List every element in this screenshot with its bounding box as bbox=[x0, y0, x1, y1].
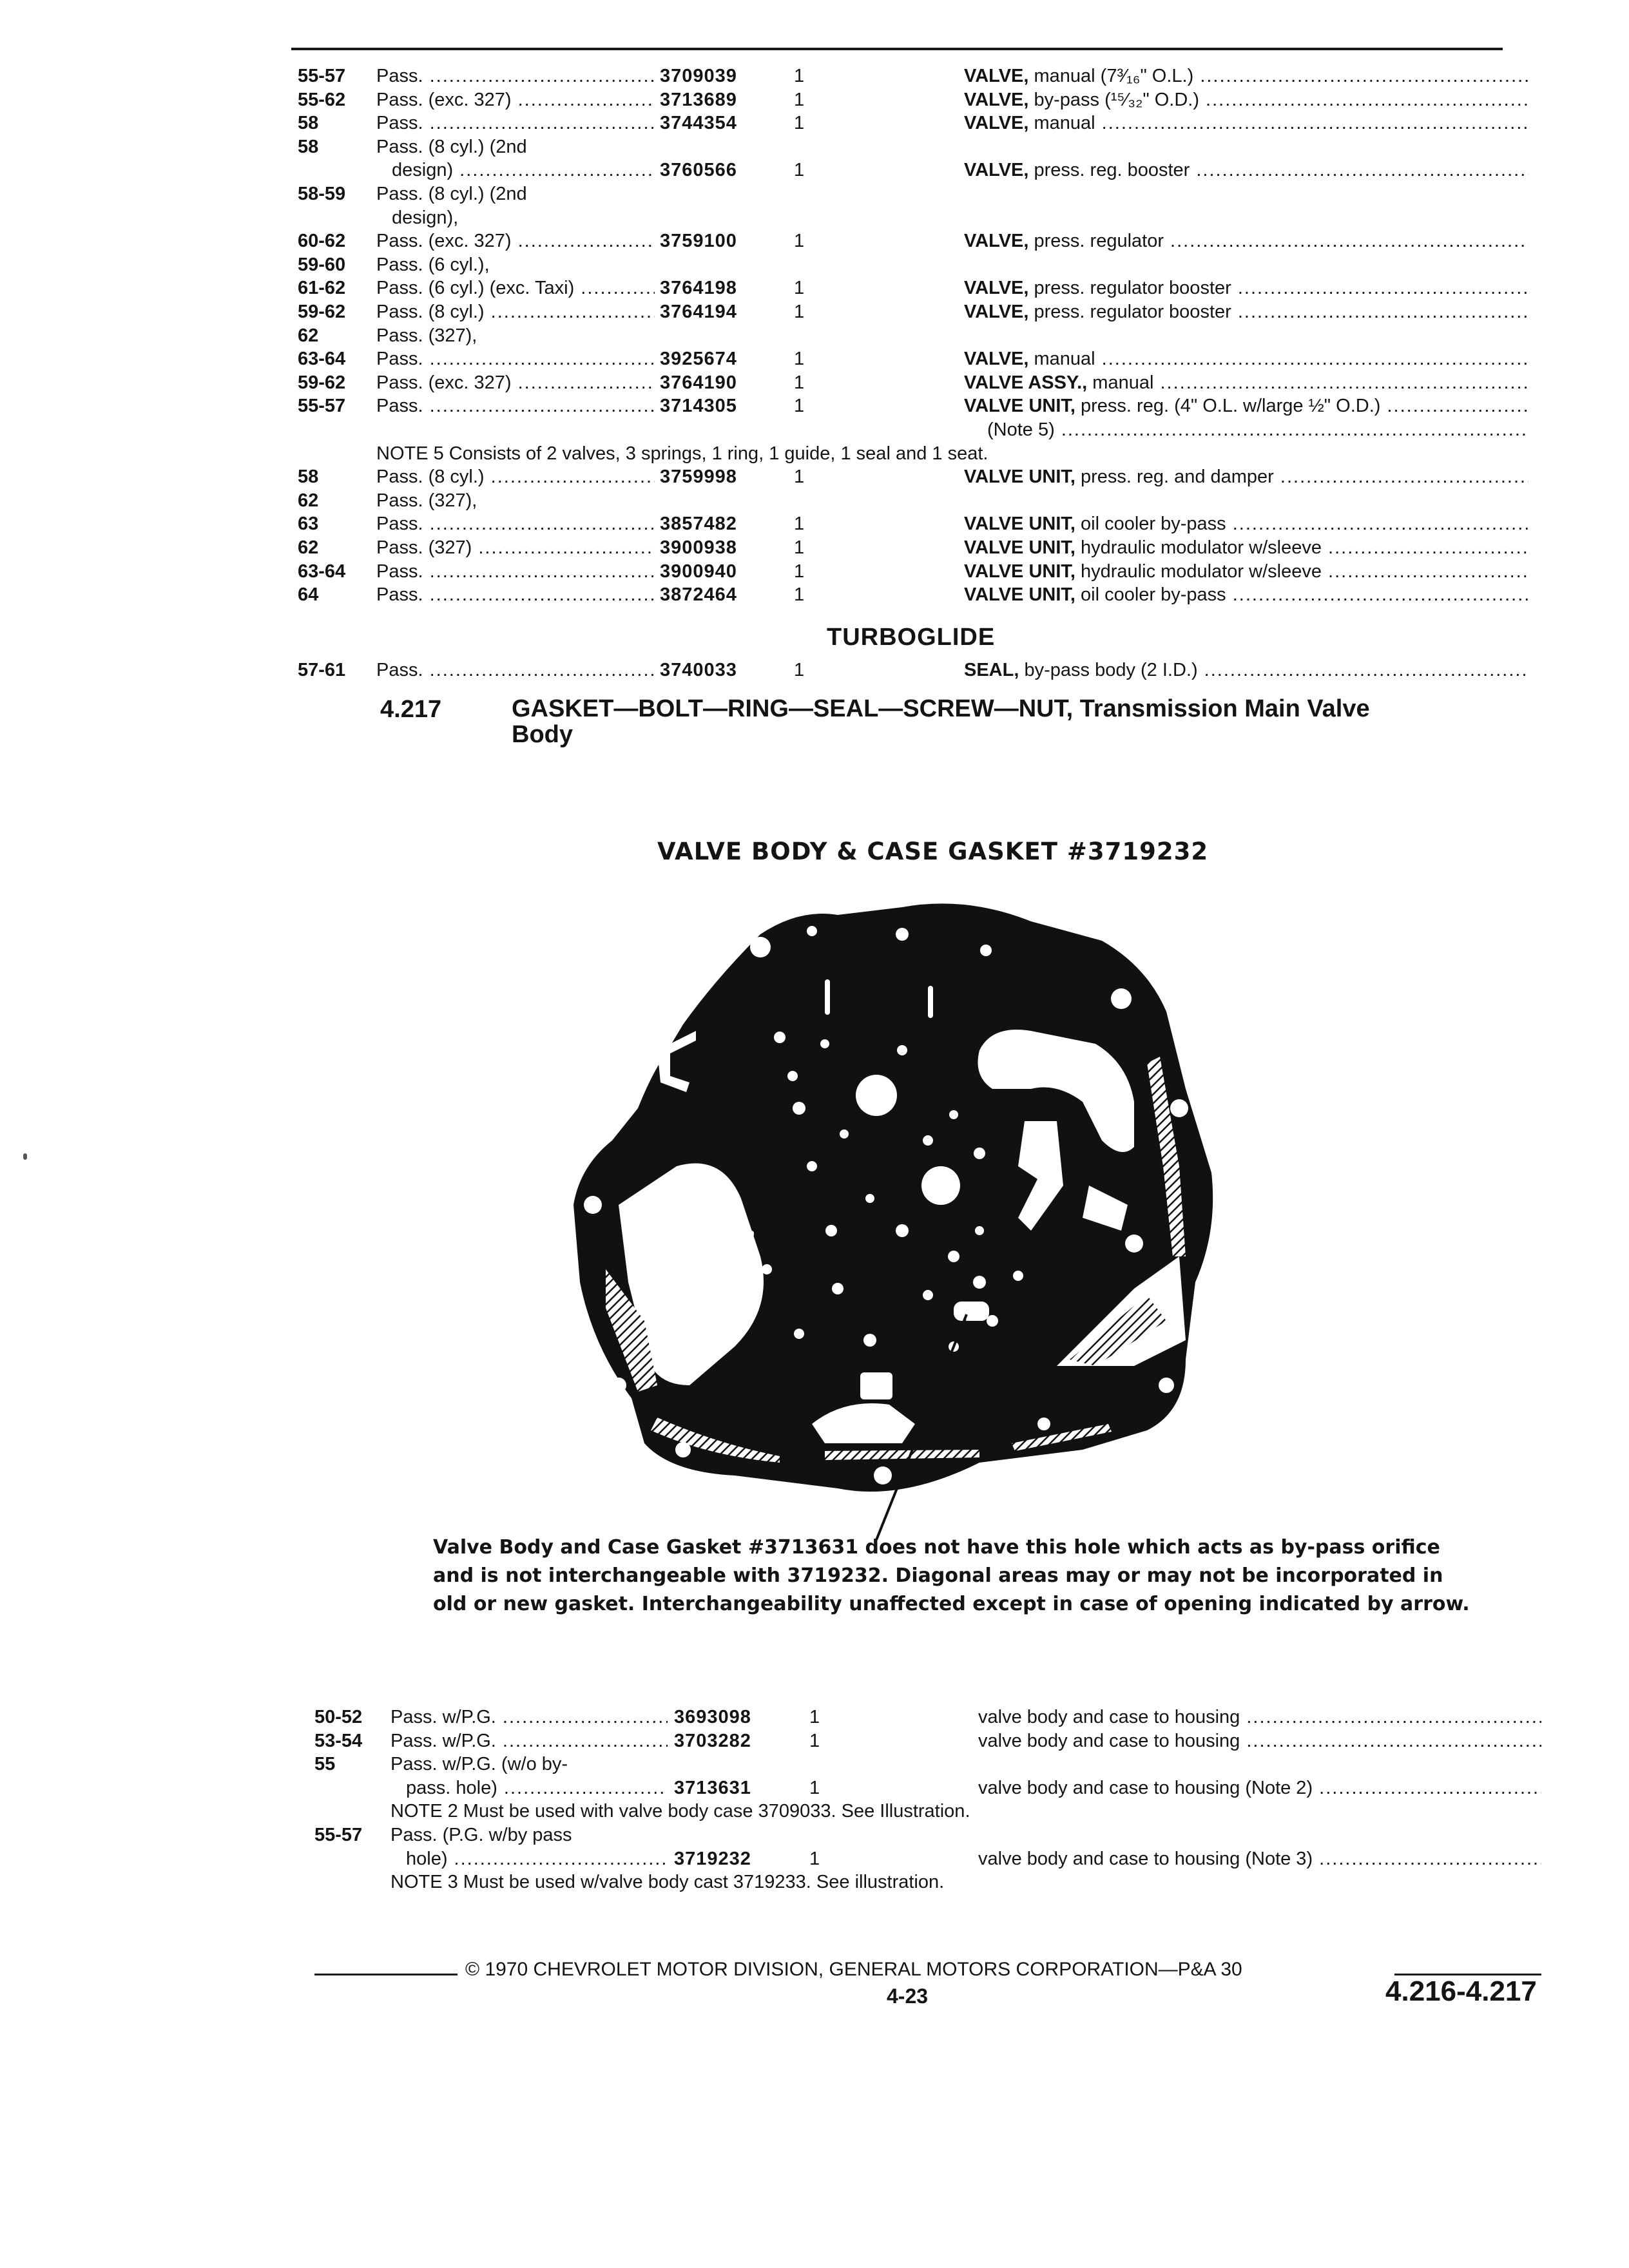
row-part-number: 3703282 bbox=[674, 1730, 751, 1751]
row-year: 55-57 bbox=[314, 1825, 363, 1845]
row-year: 58 bbox=[298, 466, 319, 488]
row-part-number: 3764194 bbox=[660, 302, 737, 322]
caption-line-2: and is not interchangeable with 3719232. Diagonal areas may or may not be incorporated in bbox=[433, 1564, 1443, 1587]
row-year: 57-61 bbox=[298, 660, 346, 680]
row-part-number: 3693098 bbox=[674, 1707, 751, 1727]
row-description bbox=[964, 300, 1528, 323]
row-quantity: 1 bbox=[794, 66, 805, 86]
row-quantity: 1 bbox=[794, 561, 805, 582]
row-description-keyword: VALVE UNIT, bbox=[964, 466, 1075, 488]
row-application: hole) ..... bbox=[406, 1847, 668, 1870]
row-description-text: (Note 5) bbox=[987, 419, 1055, 440]
row-description bbox=[964, 536, 1528, 559]
row-part-number: 3872464 bbox=[660, 584, 737, 606]
row-application: Pass. w/P.G. ..... bbox=[390, 1706, 668, 1729]
row-year: 50-52 bbox=[314, 1707, 363, 1727]
row-description-keyword: VALVE, bbox=[964, 349, 1029, 370]
row-description-text: manual bbox=[1087, 372, 1154, 393]
row-description-text: hydraulic modulator w/sleeve bbox=[1075, 561, 1322, 582]
row-description bbox=[964, 394, 1528, 418]
row-part-number: 3713689 bbox=[660, 89, 737, 110]
row-description bbox=[978, 1847, 1541, 1870]
row-description-text: by-pass body (2 I.D.) bbox=[1019, 660, 1198, 680]
row-description bbox=[987, 418, 1528, 441]
row-description-keyword: VALVE, bbox=[964, 66, 1029, 86]
row-description-keyword: VALVE, bbox=[964, 160, 1029, 181]
row-application: Pass. (exc. 327) ..... bbox=[376, 371, 655, 394]
row-application: design) ..... bbox=[392, 159, 655, 182]
row-part-number: 3714305 bbox=[660, 396, 737, 417]
row-description-text: oil cooler by-pass bbox=[1075, 584, 1226, 606]
row-year: 59-60 bbox=[298, 254, 346, 275]
row-description-keyword: VALVE UNIT, bbox=[964, 514, 1075, 535]
row-year: 55-62 bbox=[298, 89, 346, 110]
row-description-keyword: VALVE ASSY., bbox=[964, 372, 1088, 393]
turboglide-heading: TURBOGLIDE bbox=[827, 624, 996, 651]
row-application: Pass. w/P.G. (w/o by- bbox=[390, 1754, 568, 1775]
row-year: 62 bbox=[298, 325, 319, 346]
row-application: Pass. (8 cyl.) (2nd bbox=[376, 136, 527, 157]
row-year: 53-54 bbox=[314, 1730, 363, 1751]
row-description-text: press. regulator booster bbox=[1028, 278, 1231, 299]
group-number: 4.217 bbox=[380, 696, 442, 723]
row-application: design), bbox=[392, 207, 459, 228]
row-year: 58 bbox=[298, 136, 319, 157]
row-description bbox=[964, 583, 1528, 606]
row-part-number: 3900940 bbox=[660, 561, 737, 582]
row-note: NOTE 3 Must be used w/valve body cast 3719233. See illustration. bbox=[390, 1872, 945, 1893]
row-description-keyword: VALVE UNIT, bbox=[964, 396, 1075, 417]
row-part-number: 3759100 bbox=[660, 231, 737, 252]
row-application: pass. hole) ..... bbox=[406, 1776, 668, 1800]
row-year: 63-64 bbox=[298, 349, 346, 370]
caption-line-3: old or new gasket. Interchangeability unaffected except in case of opening indicated by arrow. bbox=[433, 1593, 1470, 1615]
row-application: Pass. ..... bbox=[376, 658, 655, 682]
row-description-text: valve body and case to housing (Note 3) bbox=[978, 1848, 1313, 1869]
row-application: Pass. ..... bbox=[376, 512, 655, 535]
row-year: 59-62 bbox=[298, 372, 346, 393]
gasket-illustration bbox=[567, 896, 1289, 1540]
footer-copyright: © 1970 CHEVROLET MOTOR DIVISION, GENERAL MOTORS CORPORATION—P&A 30 bbox=[465, 1959, 1242, 1980]
row-description-text: press. reg. (4" O.L. w/large ½" O.D.) bbox=[1075, 396, 1381, 417]
group-title bbox=[512, 696, 1370, 747]
row-application: Pass. (8 cyl.) (2nd bbox=[376, 184, 527, 204]
figure-caption bbox=[433, 1533, 1470, 1619]
row-year: 64 bbox=[298, 584, 319, 606]
row-application: Pass. (327), bbox=[376, 325, 477, 346]
row-description-text: press. reg. booster bbox=[1028, 160, 1190, 181]
row-application: Pass. ..... bbox=[376, 583, 655, 606]
row-part-number: 3764198 bbox=[660, 278, 737, 299]
row-description bbox=[964, 512, 1528, 535]
group-title-line1: GASKET—BOLT—RING—SEAL—SCREW—NUT, Transmission Main Valve bbox=[512, 695, 1370, 722]
row-quantity: 1 bbox=[809, 1848, 820, 1869]
row-quantity: 1 bbox=[794, 514, 805, 535]
row-year: 58-59 bbox=[298, 184, 346, 204]
row-description bbox=[964, 159, 1528, 182]
row-application: Pass. (exc. 327) ..... bbox=[376, 88, 655, 111]
row-quantity: 1 bbox=[794, 302, 805, 322]
row-part-number: 3713631 bbox=[674, 1777, 751, 1798]
row-part-number: 3760566 bbox=[660, 160, 737, 181]
row-description-keyword: VALVE UNIT, bbox=[964, 584, 1075, 606]
row-part-number: 3740033 bbox=[660, 660, 737, 680]
row-application: Pass. (327) ..... bbox=[376, 536, 655, 559]
row-application: Pass. (exc. 327) ..... bbox=[376, 229, 655, 253]
row-quantity: 1 bbox=[794, 89, 805, 110]
row-application: Pass. w/P.G. ..... bbox=[390, 1729, 668, 1753]
row-quantity: 1 bbox=[794, 349, 805, 370]
row-quantity: 1 bbox=[794, 584, 805, 606]
row-part-number: 3925674 bbox=[660, 349, 737, 370]
row-description-text: press. regulator booster bbox=[1028, 302, 1231, 322]
row-description-keyword: VALVE UNIT, bbox=[964, 537, 1075, 558]
row-quantity: 1 bbox=[794, 660, 805, 680]
row-description-text: press. reg. and damper bbox=[1075, 466, 1274, 488]
row-year: 62 bbox=[298, 537, 319, 558]
row-description-keyword: VALVE, bbox=[964, 113, 1029, 134]
row-description bbox=[964, 111, 1528, 135]
row-description bbox=[978, 1776, 1541, 1800]
row-year: 55-57 bbox=[298, 66, 346, 86]
row-year: 55-57 bbox=[298, 396, 346, 417]
row-description-keyword: VALVE, bbox=[964, 89, 1029, 110]
row-description-keyword: VALVE UNIT, bbox=[964, 561, 1075, 582]
row-quantity: 1 bbox=[794, 160, 805, 181]
row-part-number: 3759998 bbox=[660, 466, 737, 488]
row-quantity: 1 bbox=[809, 1777, 820, 1798]
row-part-number: 3900938 bbox=[660, 537, 737, 558]
row-description bbox=[964, 658, 1528, 682]
row-description-text: manual bbox=[1028, 349, 1095, 370]
row-description-keyword: VALVE, bbox=[964, 278, 1029, 299]
row-quantity: 1 bbox=[794, 231, 805, 252]
row-quantity: 1 bbox=[794, 396, 805, 417]
row-quantity: 1 bbox=[794, 466, 805, 488]
row-description-text: valve body and case to housing bbox=[978, 1707, 1240, 1727]
footer-page-number: 4-23 bbox=[887, 1984, 929, 2008]
row-part-number: 3719232 bbox=[674, 1848, 751, 1869]
row-description-text: valve body and case to housing (Note 2) bbox=[978, 1777, 1313, 1798]
figure-title: VALVE BODY & CASE GASKET #3719232 bbox=[657, 838, 1209, 865]
row-application: Pass. ..... bbox=[376, 560, 655, 583]
row-description bbox=[964, 229, 1528, 253]
row-year: 63 bbox=[298, 514, 319, 535]
row-year: 59-62 bbox=[298, 302, 346, 322]
row-application: Pass. ..... bbox=[376, 64, 655, 88]
row-application: Pass. ..... bbox=[376, 111, 655, 135]
row-application: Pass. (8 cyl.) ..... bbox=[376, 465, 655, 488]
row-application: Pass. (327), bbox=[376, 490, 477, 511]
footer-rule-left bbox=[314, 1974, 458, 1975]
top-rule bbox=[291, 48, 1503, 50]
scan-speck bbox=[23, 1153, 27, 1160]
row-description bbox=[964, 465, 1528, 488]
row-description bbox=[964, 64, 1528, 88]
row-description bbox=[964, 371, 1528, 394]
row-year: 58 bbox=[298, 113, 319, 134]
caption-line-1: Valve Body and Case Gasket #3713631 does not have this hole which acts as by-pass orifice bbox=[433, 1536, 1440, 1559]
row-year: 62 bbox=[298, 490, 319, 511]
row-quantity: 1 bbox=[809, 1707, 820, 1727]
row-description-keyword: VALVE, bbox=[964, 302, 1029, 322]
row-description bbox=[964, 88, 1528, 111]
row-part-number: 3764190 bbox=[660, 372, 737, 393]
row-description-text: by-pass (¹⁵⁄₃₂" O.D.) bbox=[1028, 89, 1199, 110]
row-description-text: press. regulator bbox=[1028, 231, 1164, 252]
row-part-number: 3709039 bbox=[660, 66, 737, 86]
group-title-line2: Body bbox=[512, 721, 573, 748]
row-year: 61-62 bbox=[298, 278, 346, 299]
row-part-number: 3744354 bbox=[660, 113, 737, 134]
row-description-keyword: VALVE, bbox=[964, 231, 1029, 252]
row-description bbox=[964, 276, 1528, 300]
row-application: Pass. (6 cyl.) (exc. Taxi) ..... bbox=[376, 276, 655, 300]
row-description-text: oil cooler by-pass bbox=[1075, 514, 1226, 535]
row-note: NOTE 5 Consists of 2 valves, 3 springs, 1 ring, 1 guide, 1 seal and 1 seat. bbox=[376, 443, 988, 464]
row-description bbox=[978, 1729, 1541, 1753]
row-description bbox=[964, 347, 1528, 370]
row-description-keyword: SEAL, bbox=[964, 660, 1019, 680]
row-year: 60-62 bbox=[298, 231, 346, 252]
row-description-text: hydraulic modulator w/sleeve bbox=[1075, 537, 1322, 558]
row-quantity: 1 bbox=[794, 537, 805, 558]
row-quantity: 1 bbox=[794, 278, 805, 299]
row-quantity: 1 bbox=[794, 372, 805, 393]
row-description bbox=[978, 1706, 1541, 1729]
row-application: Pass. (8 cyl.) ..... bbox=[376, 300, 655, 323]
row-application: Pass. ..... bbox=[376, 394, 655, 418]
row-year: 63-64 bbox=[298, 561, 346, 582]
row-application: Pass. (P.G. w/by pass bbox=[390, 1825, 572, 1845]
row-description-text: manual (7³⁄₁₆" O.L.) bbox=[1028, 66, 1194, 86]
row-quantity: 1 bbox=[809, 1730, 820, 1751]
row-year: 55 bbox=[314, 1754, 336, 1775]
row-quantity: 1 bbox=[794, 113, 805, 134]
row-description bbox=[964, 560, 1528, 583]
row-description-text: valve body and case to housing bbox=[978, 1730, 1240, 1751]
row-description-text: manual bbox=[1028, 113, 1095, 134]
row-note: NOTE 2 Must be used with valve body case 3709033. See Illustration. bbox=[390, 1801, 970, 1822]
row-application: Pass. ..... bbox=[376, 347, 655, 370]
row-application: Pass. (6 cyl.), bbox=[376, 254, 490, 275]
footer-section-range: 4.216-4.217 bbox=[1385, 1975, 1537, 2007]
row-part-number: 3857482 bbox=[660, 514, 737, 535]
